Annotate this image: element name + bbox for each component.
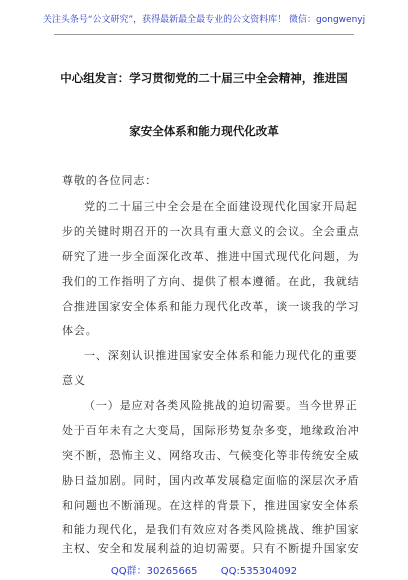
body-line: 主权、安全和发展利益的迫切需要。只有不断提升国家安 — [62, 542, 360, 555]
footer-qq-group: QQ群：30265665 — [110, 566, 198, 577]
document-title-line-1: 中心组发言：学习贯彻党的二十届三中全会精神，推进国 — [60, 71, 348, 85]
footer-contact — [0, 562, 408, 577]
salutation: 尊敬的各位同志： — [62, 174, 158, 187]
body-line: 研究了进一步全面深化改革、推进中国式现代化问题，为 — [62, 250, 360, 263]
footer-qq-number: QQ:535304092 — [220, 566, 298, 577]
document-title-line-2: 家安全体系和能力现代化改革 — [129, 124, 279, 138]
body-line: 我们的工作指明了方向、提供了根本遵循。在此，我就结 — [62, 275, 360, 288]
body-line: 步的关键时期召开的一次具有重大意义的会议。全会重点 — [62, 225, 360, 238]
body-line: 胁日益加剧。同时，国内改革发展稳定面临的深层次矛盾 — [62, 474, 360, 487]
section-heading: 一、深刻认识推进国家安全体系和能力现代化的重要 — [84, 349, 358, 362]
body-line: （一）是应对各类风险挑战的迫切需要。当今世界正 — [84, 399, 358, 412]
body-line: 和能力现代化，是我们有效应对各类风险挑战、维护国家 — [62, 523, 360, 536]
header-divider — [54, 34, 354, 35]
body-line: 处于百年未有之大变局，国际形势复杂多变，地缘政治冲 — [62, 424, 360, 437]
body-line: 体会。 — [62, 324, 98, 337]
body-line: 党的二十届三中全会是在全面建设现代化国家开局起 — [84, 200, 358, 213]
body-line: 和问题也不断涌现。在这样的背景下，推进国家安全体系 — [62, 499, 360, 512]
body-line: 突不断，恐怖主义、网络攻击、气候变化等非传统安全威 — [62, 449, 360, 462]
section-heading-continued: 意义 — [62, 374, 86, 387]
body-line: 合推进国家安全体系和能力现代化改革，谈一谈我的学习 — [62, 300, 360, 313]
header-promo-note: 关注头条号“公文研究”，获得最新最全最专业的公文资料库！ 微信：gongwenyj — [42, 15, 366, 25]
